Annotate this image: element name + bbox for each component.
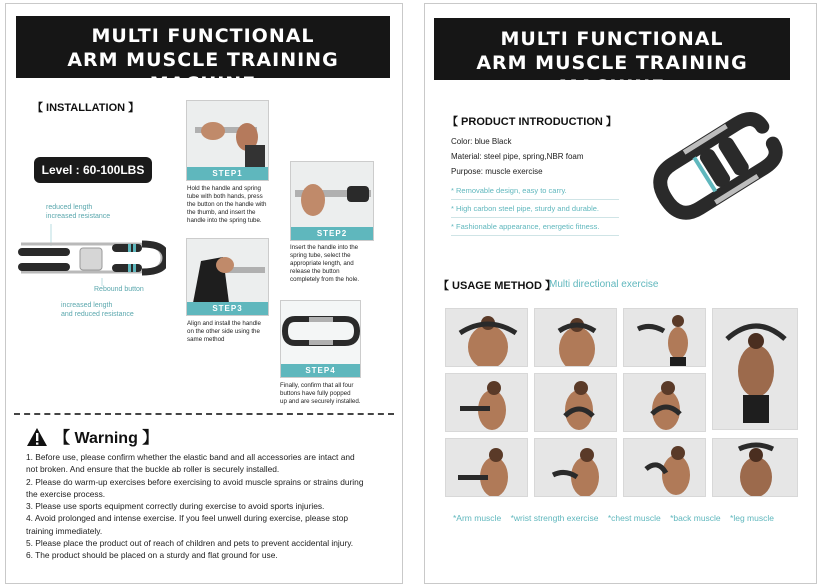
exercise-photo — [534, 373, 617, 432]
warning-line: not broken. And ensure that the buckle ab roller is securely installed. — [26, 464, 280, 475]
step3-label: STEP3 — [187, 302, 268, 315]
warning-title: 【 Warning 】 — [54, 430, 159, 447]
feature-item: * Removable design, easy to carry. — [451, 182, 619, 200]
muscle-tag: *chest muscle — [607, 513, 661, 523]
warning-line: 5. Please place the product out of reach of children and pets to prevent accidental injury. — [26, 538, 354, 549]
exercise-photo — [712, 308, 798, 430]
right-title-banner — [434, 18, 790, 98]
warning-line: training immediately. — [26, 525, 103, 536]
spec-color: Color: blue Black — [451, 137, 512, 146]
exercise-photo — [445, 373, 528, 432]
callout-reduced-length: reduced length increased resistance — [46, 204, 111, 220]
banner-line-1: MULTI FUNCTIONAL — [500, 28, 724, 50]
muscle-tag: *Arm muscle — [453, 513, 502, 523]
step3-text: Align and install the handle on the other side using the same method — [187, 320, 261, 343]
muscle-tag: *leg muscle — [730, 513, 774, 523]
step2-image — [290, 161, 374, 241]
warning-line: 6. The product should be placed on a sturdy and flat ground for use. — [26, 550, 278, 561]
step3-image — [186, 238, 269, 316]
installation-title: 【 INSTALLATION 】 — [32, 102, 140, 114]
muscle-tag: *wrist strength exercise — [510, 513, 599, 523]
exercise-photo — [623, 438, 706, 497]
warning-line: the exercise process. — [26, 488, 106, 499]
product-specs — [451, 134, 584, 179]
muscle-target-list — [453, 513, 781, 523]
step2-label: STEP2 — [291, 227, 373, 240]
product-intro-page — [424, 3, 817, 584]
warning-list — [26, 451, 398, 562]
step4-image — [280, 300, 361, 378]
step1-text: Hold the handle and spring tube with both hands, press the button on the handle with the thumb, and insert the handle into the spring tube. — [187, 185, 267, 224]
divider — [14, 413, 394, 415]
banner-line-2: ARM MUSCLE TRAINING MACHINE — [67, 49, 339, 95]
exercise-photo — [534, 438, 617, 497]
banner-line-1: MULTI FUNCTIONAL — [91, 25, 315, 47]
spec-purpose: Purpose: muscle exercise — [451, 167, 543, 176]
warning-line: 4. Avoid prolonged and intense exercise. If you feel unwell during exercise, please stop — [26, 513, 349, 524]
product-image — [637, 98, 793, 238]
feature-list — [451, 182, 619, 236]
warning-line: 3. Please use sports equipment correctly during exercise to avoid sports injuries. — [26, 501, 325, 512]
installation-page — [5, 3, 403, 584]
warning-heading — [26, 425, 158, 448]
exercise-photo — [623, 308, 706, 367]
feature-item: * Fashionable appearance, energetic fitness. — [451, 218, 619, 236]
step1-image — [186, 100, 269, 181]
exercise-photo — [445, 438, 528, 497]
step4-text: Finally, confirm that all four buttons have fully popped up and are securely installed. — [280, 382, 361, 405]
left-title-banner — [16, 16, 390, 95]
product-intro-title: 【 PRODUCT INTRODUCTION 】 — [447, 116, 617, 128]
callout-increased-length: increased length and reduced resistance — [61, 302, 134, 318]
warning-line: 1. Before use, please confirm whether the elastic band and all accessories are intact and — [26, 452, 355, 462]
level-badge: Level : 60-100LBS — [34, 157, 152, 183]
spec-material: Material: steel pipe, spring,NBR foam — [451, 152, 584, 161]
usage-method-title: 【 USAGE METHOD 】 — [438, 280, 556, 292]
step2-text: Insert the handle into the spring tube, select the appropriate length, and release the button completely from the hole. — [290, 244, 360, 283]
exercise-photo — [623, 373, 706, 432]
feature-item: * High carbon steel pipe, sturdy and durable. — [451, 200, 619, 218]
exercise-photo — [534, 308, 617, 367]
muscle-tag: *back muscle — [670, 513, 721, 523]
step1-label: STEP1 — [187, 167, 268, 180]
warning-line: 2. Please do warm-up exercises before exercising to avoid muscle sprains or strains during — [26, 476, 364, 487]
step4-label: STEP4 — [281, 364, 360, 377]
warning-triangle-icon — [26, 427, 48, 447]
exercise-photo — [445, 308, 528, 367]
product-side-illustration — [16, 218, 166, 298]
callout-rebound-button: Rebound button — [94, 286, 144, 293]
usage-subtitle: Multi directional exercise — [549, 279, 659, 290]
banner-line-2: ARM MUSCLE TRAINING MACHINE — [476, 52, 748, 98]
exercise-photo — [712, 438, 798, 497]
